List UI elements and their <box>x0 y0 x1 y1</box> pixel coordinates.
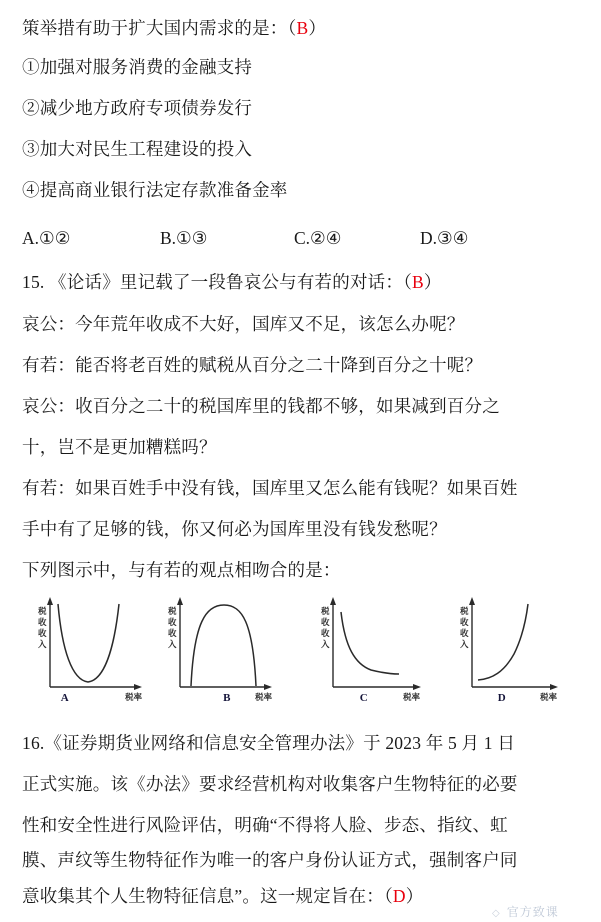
figure-row <box>0 592 601 720</box>
figure-b-xlabel: 税率 <box>255 692 273 702</box>
question-16-line-3: 性和安全性进行风险评估，明确“不得将人脸、步态、指纹、虹 <box>22 815 508 835</box>
option-a[interactable]: A.①② <box>22 228 71 248</box>
answer-paren-close: ） <box>405 886 424 906</box>
figure-b-ylabel-char-4: 入 <box>168 639 177 649</box>
question-15-dialogue-line-3: 哀公：收百分之二十的税国库里的钱都不够，如果减到百分之 <box>22 396 500 416</box>
figure-a <box>18 592 168 720</box>
figure-c-label: C <box>359 692 369 704</box>
question-16-answer: D <box>392 886 406 906</box>
question-16-number: 16. <box>22 733 45 753</box>
figure-d-ylabel-char-4: 入 <box>460 639 469 649</box>
question-14-options <box>22 228 562 254</box>
question-16-line-4: 膜、声纹等生物特征作为唯一的客户身份认证方式，强制客户同 <box>22 850 518 870</box>
question-15-prompt: 下列图示中，与有若的观点相吻合的是： <box>22 560 341 580</box>
question-16-text-1: 《证券期货业网络和信息安全管理办法》于 2023 年 5 月 1 日 <box>44 733 516 753</box>
answer-paren-close: ） <box>308 18 327 38</box>
figure-a-xlabel: 税率 <box>125 692 143 702</box>
figure-c-ylabel-char-1: 税 <box>321 606 330 616</box>
curve-increasing-convex <box>478 604 528 680</box>
option-d[interactable]: D.③④ <box>420 228 469 248</box>
figure-a-label: A <box>60 692 70 704</box>
figure-b <box>158 592 308 720</box>
curve-inverted-u <box>191 605 256 686</box>
question-15-dialogue-line-2: 有若：能否将老百姓的赋税从百分之二十降到百分之十呢？ <box>22 355 483 375</box>
figure-c-ylabel-char-3: 收 <box>321 628 330 638</box>
figure-b-plot <box>158 592 308 702</box>
figure-c-ylabel-char-2: 收 <box>321 617 330 627</box>
answer-paren-open: （ <box>383 886 393 906</box>
question-15-dialogue-line-4: 十，岂不是更加糟糕吗？ <box>22 437 217 457</box>
figure-a-ylabel-char-2: 收 <box>38 617 47 627</box>
figure-a-ylabel-char-3: 收 <box>38 628 47 638</box>
figure-d <box>440 592 590 720</box>
figure-a-plot <box>18 592 168 702</box>
watermark <box>492 903 559 920</box>
question-14-item-2: ②减少地方政府专项债券发行 <box>22 98 253 118</box>
question-15-dialogue-line-6: 手中有了足够的钱，你又何必为国库里没有钱发愁呢？ <box>22 519 447 539</box>
question-15-dialogue-line-1: 哀公：今年荒年收成不大好，国库又不足，该怎么办呢？ <box>22 314 465 334</box>
question-16-text-5: 意收集其个人生物特征信息”。这一规定旨在： <box>22 886 384 906</box>
question-15-answer: B <box>412 272 424 292</box>
figure-d-plot <box>440 592 590 702</box>
y-axis-arrow-icon <box>47 597 53 605</box>
watermark-text: 官方致课 <box>506 905 559 919</box>
x-axis-arrow-icon <box>134 684 142 690</box>
figure-d-ylabel-char-3: 收 <box>460 628 469 638</box>
answer-paren-open: （ <box>403 272 413 292</box>
figure-d-label: D <box>497 692 507 704</box>
question-16-line-2: 正式实施。该《办法》要求经营机构对收集客户生物特征的必要 <box>22 774 518 794</box>
figure-a-ylabel-char-4: 入 <box>38 639 47 649</box>
figure-d-xlabel: 税率 <box>540 692 558 702</box>
option-b[interactable]: B.①③ <box>160 228 208 248</box>
question-16-line-5 <box>22 886 423 906</box>
figure-c-plot <box>303 592 453 702</box>
question-15-dialogue-line-5: 有若：如果百姓手中没有钱，国库里又怎么能有钱呢？如果百姓 <box>22 478 518 498</box>
figure-c-ylabel-char-4: 入 <box>321 639 330 649</box>
figure-d-ylabel-char-2: 收 <box>460 617 469 627</box>
figure-d-ylabel-char-1: 税 <box>460 606 469 616</box>
x-axis-arrow-icon <box>264 684 272 690</box>
curve-u-shaped <box>58 604 119 682</box>
figure-b-ylabel-char-3: 收 <box>168 628 177 638</box>
x-axis-arrow-icon <box>413 684 421 690</box>
y-axis-arrow-icon <box>330 597 336 605</box>
y-axis-arrow-icon <box>177 597 183 605</box>
question-14-stem-line <box>22 18 326 38</box>
figure-c-xlabel: 税率 <box>403 692 421 702</box>
x-axis-arrow-icon <box>550 684 558 690</box>
watermark-mark-icon: ◇ <box>492 908 501 919</box>
option-c[interactable]: C.②④ <box>294 228 342 248</box>
figure-b-ylabel-char-1: 税 <box>168 606 177 616</box>
y-axis-arrow-icon <box>469 597 475 605</box>
question-15-number: 15. <box>22 272 45 292</box>
question-14-item-3: ③加大对民生工程建设的投入 <box>22 139 253 159</box>
answer-paren-open: （ <box>287 18 297 38</box>
question-14-stem-text: 策举措有助于扩大国内需求的是： <box>22 18 288 38</box>
question-14-item-1: ①加强对服务消费的金融支持 <box>22 57 253 77</box>
curve-decreasing-convex <box>341 612 399 674</box>
question-15-stem-text: 《论话》里记载了一段鲁哀公与有若的对话： <box>49 272 404 292</box>
question-16-line-1 <box>22 733 515 753</box>
question-14-item-4: ④提高商业银行法定存款准备金率 <box>22 180 288 200</box>
question-14-answer: B <box>296 18 309 38</box>
answer-paren-close: ） <box>423 272 442 292</box>
figure-a-ylabel-char-1: 税 <box>38 606 47 616</box>
figure-b-label: B <box>223 692 231 704</box>
figure-b-ylabel-char-2: 收 <box>168 617 177 627</box>
question-15-stem-line <box>22 272 442 292</box>
